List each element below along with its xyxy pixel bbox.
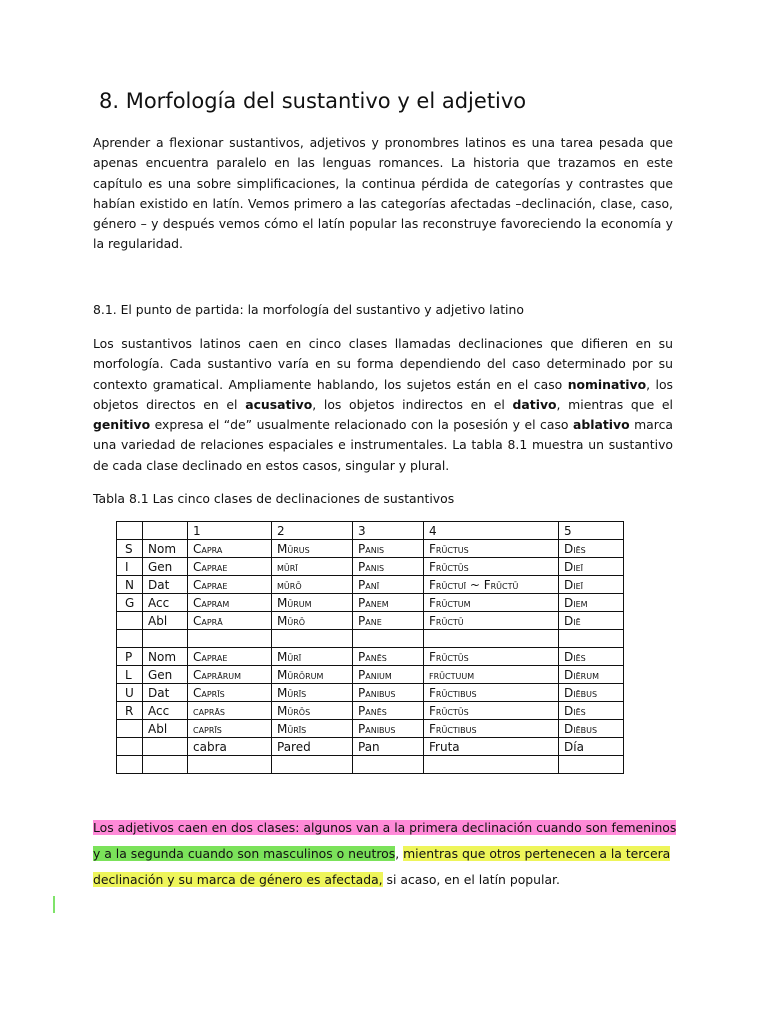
table-cell: Diem — [559, 594, 624, 612]
table-cell: Abl — [143, 720, 188, 738]
table-row — [117, 540, 624, 558]
table-cell: R — [117, 702, 143, 720]
table-cell: N — [117, 576, 143, 594]
table-cell: Caprae — [188, 576, 272, 594]
table-cell: Diērum — [559, 666, 624, 684]
table-cell: Capram — [188, 594, 272, 612]
table-cell: Panis — [353, 540, 424, 558]
table-cell: Frūctū — [424, 612, 559, 630]
table-cell: Día — [559, 738, 624, 756]
table-cell: L — [117, 666, 143, 684]
adjective-line-3 — [93, 872, 560, 887]
table-cell — [188, 630, 272, 648]
table-row — [117, 720, 624, 738]
table-cell: Diēs — [559, 540, 624, 558]
text-run: marca una variedad de relaciones espaciales e instrumentales. La tabla 8.1 muestra un sustantivo de cada clase declinado en estos casos, singular y plural. — [93, 417, 673, 473]
table-cell — [117, 630, 143, 648]
table-cell: Acc — [143, 594, 188, 612]
term-dativo: dativo — [512, 396, 557, 412]
table-header-row — [117, 522, 624, 540]
table-cell: Panibus — [353, 720, 424, 738]
term-nominativo: nominativo — [567, 376, 647, 392]
table-row — [117, 648, 624, 666]
table-cell: Frūctūs — [424, 648, 559, 666]
table-cell: Caprae — [188, 648, 272, 666]
table-cell: Gen — [143, 666, 188, 684]
table-row — [117, 630, 624, 648]
table-row — [117, 594, 624, 612]
highlight-yellow: mientras que otros pertenecen a la tercera — [403, 846, 671, 861]
table-cell: Dieī — [559, 576, 624, 594]
table-cell: Panibus — [353, 684, 424, 702]
table-cell — [353, 630, 424, 648]
table-cell: Diēbus — [559, 684, 624, 702]
table-cell: Mūrīs — [272, 684, 353, 702]
table-cell: Abl — [143, 612, 188, 630]
table-cell: Panium — [353, 666, 424, 684]
table-cell: Dat — [143, 576, 188, 594]
table-cell: Nom — [143, 540, 188, 558]
table-cell — [272, 756, 353, 774]
table-cell: P — [117, 648, 143, 666]
table-cell: cabra — [188, 738, 272, 756]
table-cell — [117, 756, 143, 774]
table-cell: U — [117, 684, 143, 702]
table-cell: Panī — [353, 576, 424, 594]
table-cell: Mūrus — [272, 540, 353, 558]
highlight-pink: Los adjetivos caen en dos clases: algunos van a la primera declinación cuando son femeninos — [93, 820, 677, 835]
table-cell: Diēs — [559, 702, 624, 720]
table-cell: caprīs — [188, 720, 272, 738]
text-run: , los objetos directos en el — [93, 376, 673, 412]
table-cell: Fruta — [424, 738, 559, 756]
table-cell: Caprā — [188, 612, 272, 630]
table-cell — [272, 630, 353, 648]
table-cell — [188, 756, 272, 774]
section-heading: 8.1. El punto de partida: la morfología del sustantivo y adjetivo latino — [93, 302, 524, 317]
table-cell: Dat — [143, 684, 188, 702]
table-cell: Caprae — [188, 558, 272, 576]
table-cell — [117, 720, 143, 738]
table-cell — [143, 756, 188, 774]
term-ablativo: ablativo — [572, 417, 630, 433]
table-header-cell: 2 — [272, 522, 353, 540]
declension-paragraph — [93, 334, 673, 476]
highlight-yellow: declinación y su marca de género es afectada, — [93, 872, 383, 887]
table-cell: Frūctuī ~ Frūctū — [424, 576, 559, 594]
text-run: , mientras que el — [556, 396, 673, 412]
table-cell — [424, 756, 559, 774]
text-run: , los objetos indirectos en el — [312, 396, 513, 412]
table-cell: Panem — [353, 594, 424, 612]
table-caption: Tabla 8.1 Las cinco clases de declinaciones de sustantivos — [93, 491, 455, 506]
table-cell: Acc — [143, 702, 188, 720]
table-cell: Mūrō — [272, 612, 353, 630]
table-header-cell — [143, 522, 188, 540]
table-cell: Diēbus — [559, 720, 624, 738]
table-cell: Mūrīs — [272, 720, 353, 738]
table-cell — [117, 738, 143, 756]
adjective-line-2 — [93, 846, 670, 861]
page-title: 8. Morfología del sustantivo y el adjetivo — [99, 89, 527, 113]
table-cell — [117, 612, 143, 630]
term-genitivo: genitivo — [93, 417, 151, 433]
table-cell: Nom — [143, 648, 188, 666]
table-cell — [559, 630, 624, 648]
table-header-cell: 1 — [188, 522, 272, 540]
table-cell: G — [117, 594, 143, 612]
table-row — [117, 756, 624, 774]
table-header-cell: 4 — [424, 522, 559, 540]
intro-paragraph: Aprender a flexionar sustantivos, adjetivos y pronombres latinos es una tarea pesada que apenas encuentra paralelo en las lenguas romances. La historia que trazamos en este capítulo es una sobre simplificaciones, la continua pérdida de categorías y contrastes que habían existido en latín. Vemos primero a las categorías afectadas –declinación, clase, caso, género – y después vemos cómo el latín popular las reconstruye favoreciendo la economía y la regularidad. — [93, 135, 673, 252]
text-run: Los sustantivos latinos caen en cinco clases llamadas declinaciones que difieren en su morfología. Cada sustantivo varía en su forma dependiendo del caso determinado por su contexto gramatical. Ampliamente hablando, los sujetos están en el caso — [93, 336, 673, 392]
table-header-cell: 5 — [559, 522, 624, 540]
table-cell: Mūrī — [272, 648, 353, 666]
table-row — [117, 666, 624, 684]
table-cell — [559, 756, 624, 774]
table-cell: mūrō — [272, 576, 353, 594]
table-cell: Diē — [559, 612, 624, 630]
term-acusativo: acusativo — [245, 396, 313, 412]
table-cell: Frūctus — [424, 540, 559, 558]
table-cell: I — [117, 558, 143, 576]
table-cell: Panēs — [353, 648, 424, 666]
table-cell: Panēs — [353, 702, 424, 720]
text-run: , — [395, 846, 404, 861]
table-cell: mūrī — [272, 558, 353, 576]
text-cursor — [53, 896, 55, 913]
table-cell — [143, 630, 188, 648]
table-cell: Panis — [353, 558, 424, 576]
table-row — [117, 738, 624, 756]
table-header-cell: 3 — [353, 522, 424, 540]
table-cell: Pan — [353, 738, 424, 756]
table-cell: Frūctūs — [424, 558, 559, 576]
table-cell: Dieī — [559, 558, 624, 576]
table-row — [117, 576, 624, 594]
table-row — [117, 684, 624, 702]
table-cell: Diēs — [559, 648, 624, 666]
adjective-line-1 — [93, 820, 676, 835]
table-cell: Frūctum — [424, 594, 559, 612]
highlight-green: y a la segunda cuando son masculinos o neutros — [93, 846, 396, 861]
table-row — [117, 702, 624, 720]
table-row — [117, 612, 624, 630]
table-cell — [143, 738, 188, 756]
table-cell: Gen — [143, 558, 188, 576]
table-cell: Pane — [353, 612, 424, 630]
text-run: si acaso, en el latín popular. — [382, 872, 560, 887]
table-cell: Pared — [272, 738, 353, 756]
table-cell: S — [117, 540, 143, 558]
table-cell: Frūctibus — [424, 720, 559, 738]
table-cell: Capra — [188, 540, 272, 558]
table-cell: Mūrōs — [272, 702, 353, 720]
table-cell — [424, 630, 559, 648]
table-cell: Mūrōrum — [272, 666, 353, 684]
table-cell: Frūctūs — [424, 702, 559, 720]
table-cell: Frūctibus — [424, 684, 559, 702]
table-cell: Caprārum — [188, 666, 272, 684]
table-cell: Caprīs — [188, 684, 272, 702]
table-row — [117, 558, 624, 576]
table-header-cell — [117, 522, 143, 540]
table-cell: frūctuum — [424, 666, 559, 684]
table-cell: caprās — [188, 702, 272, 720]
table-cell: Mūrum — [272, 594, 353, 612]
text-run: expresa el “de” usualmente relacionado con la posesión y el caso — [150, 417, 573, 433]
table-cell — [353, 756, 424, 774]
declension-table — [116, 521, 624, 774]
